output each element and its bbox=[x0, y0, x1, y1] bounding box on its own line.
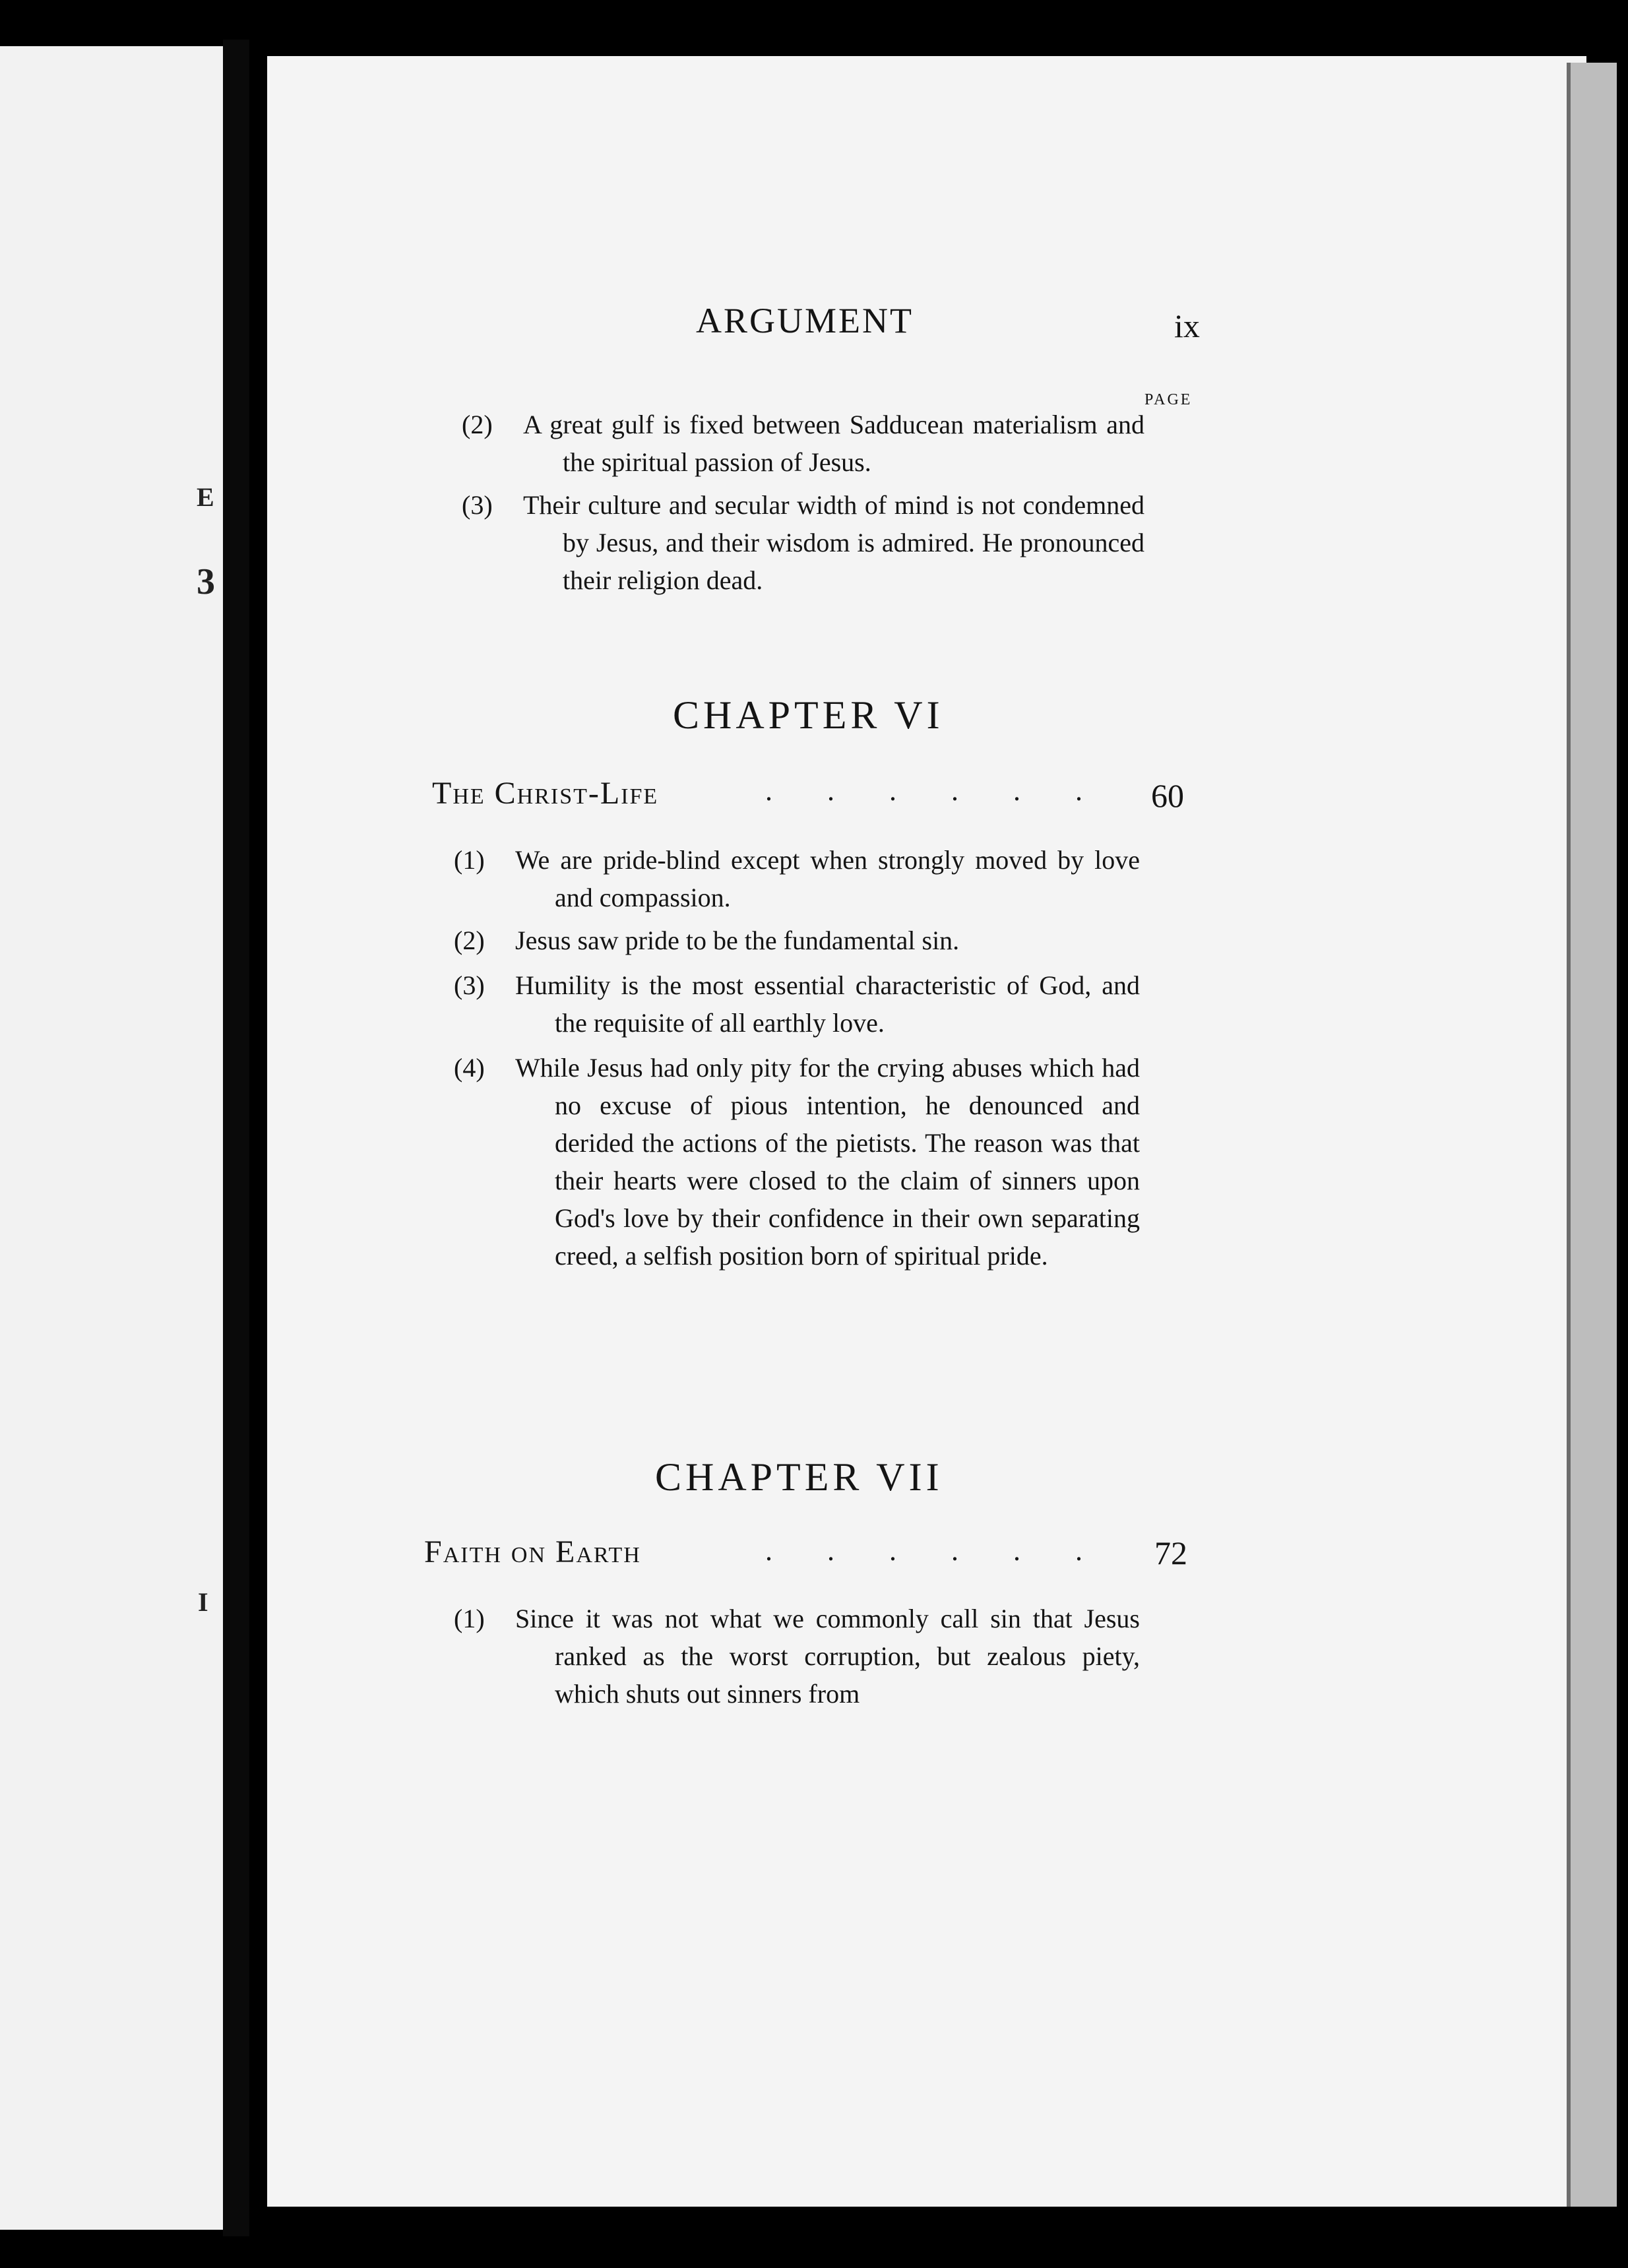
argument-item bbox=[454, 1600, 1140, 1713]
argument-item bbox=[454, 1049, 1140, 1275]
facing-page-fragment: I bbox=[198, 1587, 208, 1617]
item-text: We are pride-blind except when strongly moved by love and compassion. bbox=[515, 845, 1140, 912]
item-number: (2) bbox=[462, 410, 493, 439]
item-number: (2) bbox=[454, 926, 485, 955]
argument-item bbox=[454, 922, 1140, 959]
argument-item bbox=[454, 966, 1140, 1042]
facing-page bbox=[0, 46, 223, 2230]
item-text: Their culture and secular width of mind is not condemned by Jesus, and their wisdom is admired. He pronounced their religion dead. bbox=[523, 490, 1144, 595]
page-number: ix bbox=[1174, 307, 1200, 344]
item-text: Since it was not what we commonly call sin that Jesus ranked as the worst corruption, but zealous piety, which shuts out sinners from bbox=[515, 1604, 1140, 1709]
chapter-title: The Christ-Life bbox=[432, 776, 659, 811]
chapter-heading: CHAPTER VI bbox=[673, 693, 944, 737]
facing-page-fragment: 3 bbox=[197, 561, 215, 602]
item-number: (1) bbox=[454, 1604, 485, 1633]
page-column-label: PAGE bbox=[1144, 391, 1193, 408]
running-title: ARGUMENT bbox=[696, 301, 914, 340]
argument-item bbox=[462, 486, 1144, 599]
item-text: A great gulf is fixed between Sadducean materialism and the spiritual passion of Jesus. bbox=[523, 410, 1144, 477]
chapter-page-number: 60 bbox=[1151, 777, 1184, 814]
page-edge bbox=[1567, 63, 1617, 2207]
item-number: (4) bbox=[454, 1053, 485, 1083]
item-number: (3) bbox=[462, 490, 493, 520]
argument-item bbox=[454, 841, 1140, 916]
chapter-title: Faith on Earth bbox=[424, 1534, 641, 1569]
item-text: Humility is the most essential characteristic of God, and the requisite of all earthly love. bbox=[515, 970, 1140, 1038]
chapter-heading: CHAPTER VII bbox=[655, 1455, 943, 1499]
dot-leaders: . . . . . . bbox=[765, 774, 1106, 807]
book-page bbox=[267, 56, 1586, 2207]
chapter-page-number: 72 bbox=[1154, 1534, 1187, 1571]
dot-leaders: . . . . . . bbox=[765, 1534, 1106, 1567]
facing-page-fragment: E bbox=[197, 482, 214, 512]
item-number: (1) bbox=[454, 845, 485, 875]
book-gutter bbox=[223, 40, 249, 2236]
argument-item bbox=[462, 406, 1144, 481]
item-text: While Jesus had only pity for the crying abuses which had no excuse of pious intention, he denounced and derided the actions of the pietists. The reason was that their hearts were closed to the claim of sinners upon God's love by their confidence in their own separating creed, a selfish position born of spiritual pride. bbox=[515, 1053, 1140, 1271]
item-number: (3) bbox=[454, 970, 485, 1000]
item-text: Jesus saw pride to be the fundamental sin. bbox=[515, 926, 960, 955]
